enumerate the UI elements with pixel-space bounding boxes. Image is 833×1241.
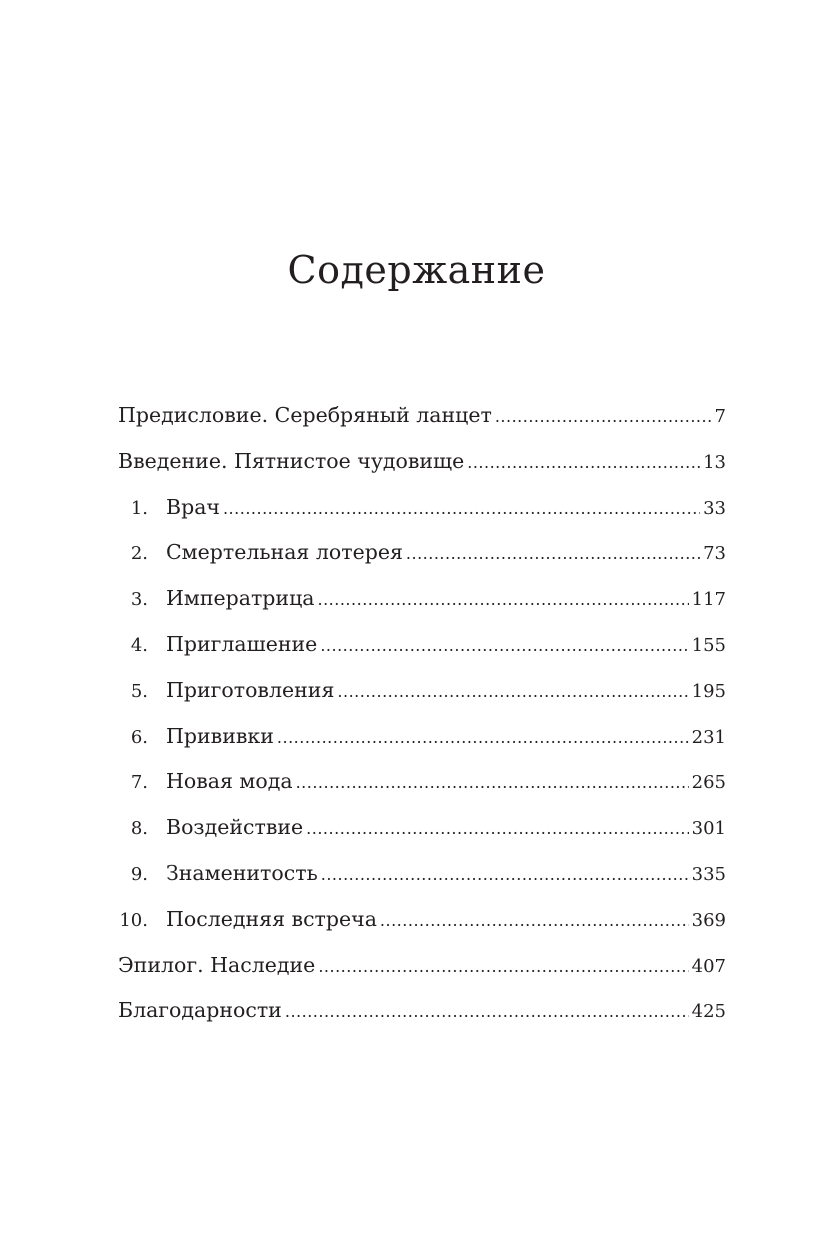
dot-leader: [277, 723, 689, 753]
toc-entry-number: 6.: [130, 726, 148, 748]
page-title: Содержание: [287, 248, 546, 292]
toc-entry-page: 369: [691, 909, 726, 931]
toc-entry-number: 7.: [130, 772, 148, 794]
toc-entry-page: 73: [703, 543, 726, 565]
toc-entry-chapter-10[interactable]: [118, 904, 726, 950]
toc-entry-page: 155: [691, 634, 726, 656]
toc-entry-number: 4.: [130, 634, 148, 656]
toc-entry-page: 335: [691, 863, 726, 885]
toc-entry-chapter-8[interactable]: [118, 812, 726, 858]
dot-leader: [318, 585, 689, 615]
toc-entry-chapter-3[interactable]: [118, 583, 726, 629]
toc-entry-chapter-7[interactable]: [118, 766, 726, 812]
dot-leader: [406, 539, 700, 569]
toc-entry-epilogue[interactable]: [118, 950, 726, 996]
toc-entry-chapter-2[interactable]: [118, 537, 726, 583]
dot-leader: [306, 814, 688, 844]
toc-entry-title: Приглашение: [166, 631, 318, 656]
toc-entry-number: 2.: [130, 543, 148, 565]
toc-entry-number: 8.: [130, 818, 148, 840]
toc-entry-title: Императрица: [166, 586, 315, 611]
toc-entry-title: Знаменитость: [166, 860, 318, 885]
dot-leader: [380, 906, 689, 936]
toc-entry-page: 425: [691, 1001, 726, 1023]
dot-leader: [495, 402, 712, 432]
toc-entry-page: 33: [703, 497, 726, 519]
dot-leader: [318, 952, 688, 982]
toc-entry-title: Введение. Пятнистое чудовище: [118, 448, 465, 473]
dot-leader: [337, 677, 688, 707]
toc-entry-title: Прививки: [166, 723, 274, 748]
toc-entry-page: 407: [691, 955, 726, 977]
toc-entry-title: Приготовления: [166, 677, 335, 702]
toc-entry-number: 9.: [130, 863, 148, 885]
dot-leader: [296, 768, 689, 798]
toc-entry-page: 7: [714, 406, 726, 427]
dot-leader: [467, 448, 700, 478]
toc-entry-title: Благодарности: [118, 998, 282, 1023]
toc-entry-title: Последняя встреча: [166, 906, 377, 931]
toc-entry-title: Новая мода: [166, 769, 293, 794]
toc-entry-acknowledgements[interactable]: [118, 995, 726, 1041]
toc-entry-title: Врач: [166, 494, 220, 519]
toc-entry-chapter-4[interactable]: [118, 629, 726, 675]
toc-entry-chapter-6[interactable]: [118, 721, 726, 767]
toc-entry-page: 117: [691, 589, 726, 611]
toc-entry-introduction[interactable]: [118, 446, 726, 492]
toc-entry-number: 5.: [130, 680, 148, 702]
toc-entry-preface[interactable]: [118, 400, 726, 446]
toc-entry-title: Воздействие: [166, 815, 304, 840]
toc-entry-chapter-1[interactable]: [118, 492, 726, 538]
toc-entry-number: 10.: [119, 909, 148, 931]
toc-entry-page: 195: [691, 680, 726, 702]
toc-entry-chapter-5[interactable]: [118, 675, 726, 721]
dot-leader: [285, 997, 689, 1027]
dot-leader: [321, 860, 689, 890]
toc-entry-page: 265: [691, 772, 726, 794]
toc-entry-number: 1.: [130, 497, 148, 519]
toc-entry-chapter-9[interactable]: [118, 858, 726, 904]
toc-entry-page: 231: [691, 726, 726, 748]
toc-entry-page: 301: [691, 818, 726, 840]
toc-entry-title: Эпилог. Наследие: [118, 952, 316, 977]
dot-leader: [223, 494, 700, 524]
toc-entry-page: 13: [703, 451, 726, 473]
toc-entry-number: 3.: [130, 589, 148, 611]
toc-entry-title: Смертельная лотерея: [166, 540, 403, 565]
dot-leader: [320, 631, 688, 661]
toc-entry-title: Предисловие. Серебряный ланцет: [118, 403, 492, 427]
table-of-contents: [118, 400, 726, 1041]
